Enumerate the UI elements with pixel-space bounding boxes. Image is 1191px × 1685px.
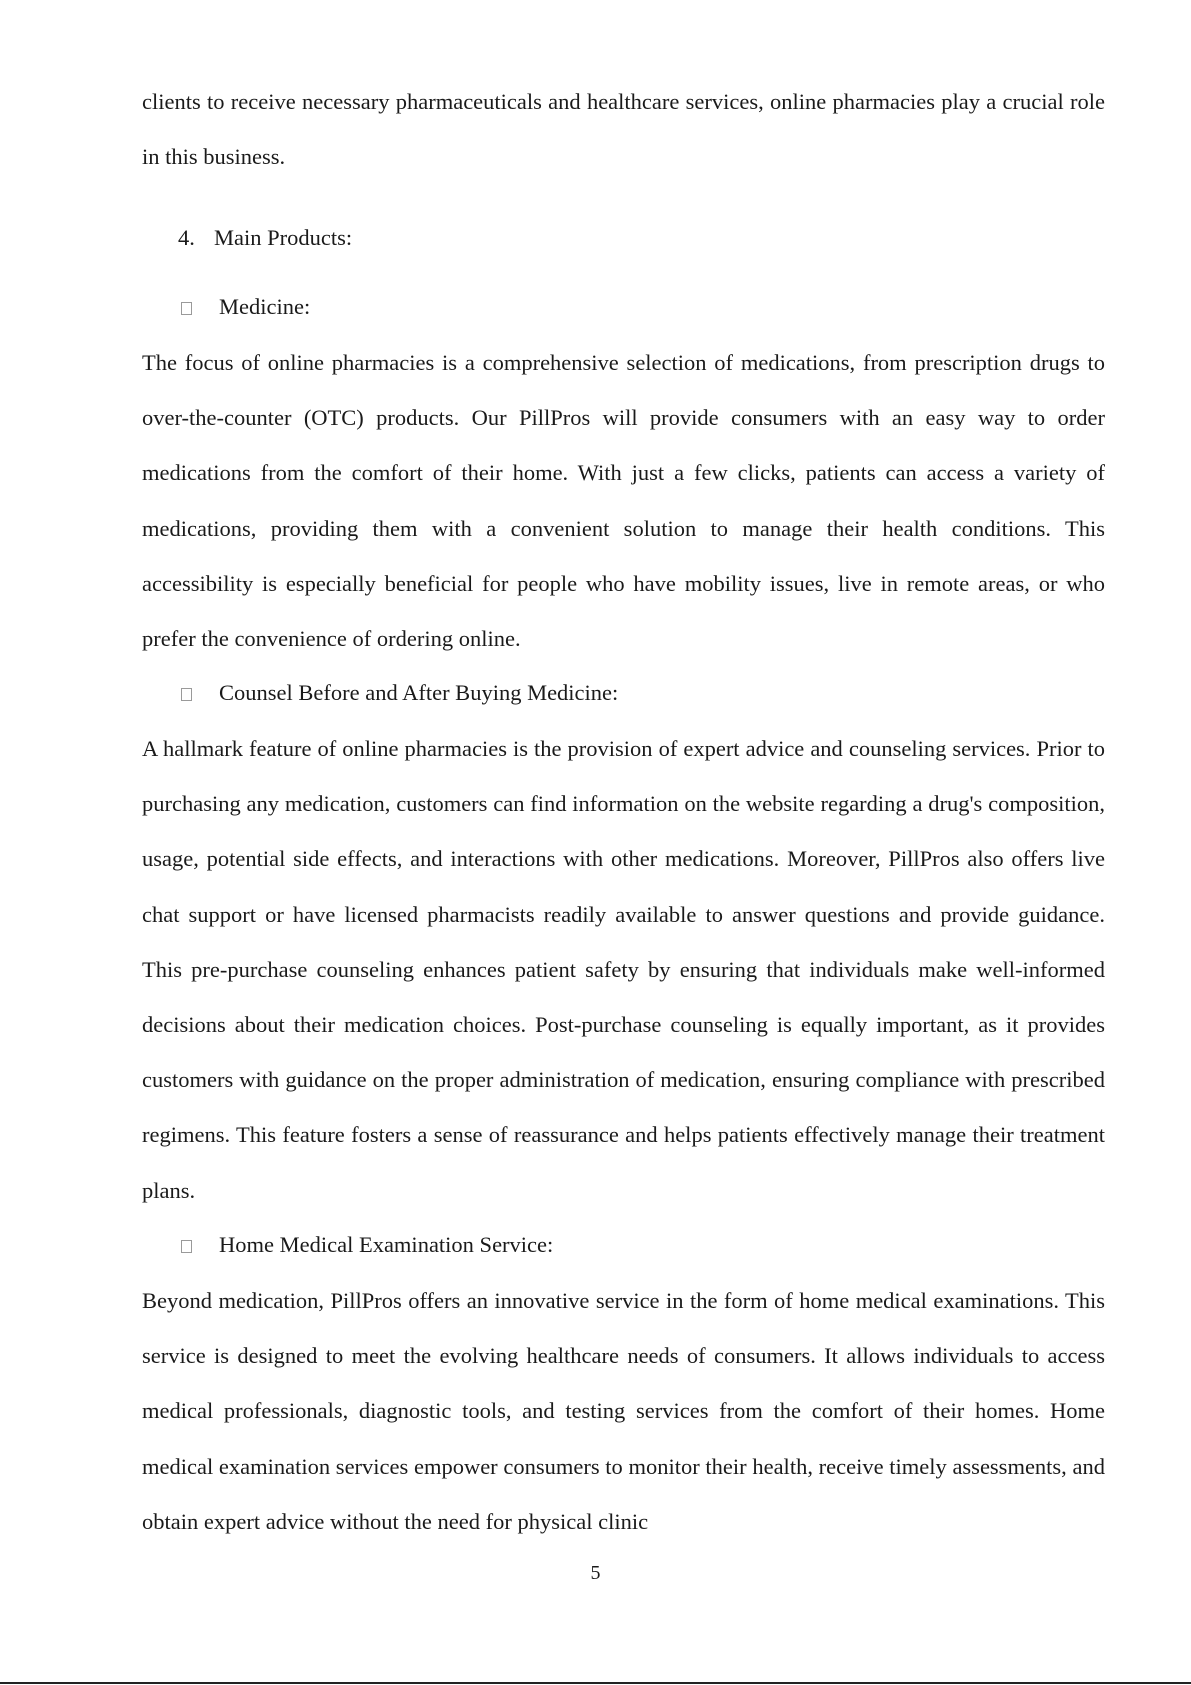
intro-paragraph: clients to receive necessary pharmaceuticals and healthcare services, online pharmacies play a crucial role in this business. [142, 89, 1105, 170]
section-number: 4. [178, 225, 195, 250]
checkbox-bullet-icon [181, 1240, 192, 1253]
page-number: 5 [590, 1562, 601, 1584]
checkbox-bullet-icon [181, 688, 192, 701]
section-heading [178, 218, 352, 258]
bullet-heading-label: Home Medical Examination Service: [219, 1232, 554, 1257]
bullet-heading-home-exam [181, 1225, 553, 1265]
bottom-divider [0, 1682, 1191, 1684]
bullet-heading-label: Medicine: [219, 294, 311, 319]
section-title: Main Products: [214, 225, 353, 250]
bullet-heading-medicine [181, 287, 310, 327]
bullet-heading-label: Counsel Before and After Buying Medicine: [219, 680, 619, 705]
counsel-paragraph: A hallmark feature of online pharmacies is the provision of expert advice and counseling services. Prior to purchasing any medication, customers can find information on the website regarding a drug's composition, usage, potential side effects, and interactions with other medications. Moreover, PillPros also offers live chat support or have licensed pharmacists readily available to answer questions and provide guidance. This pre-purchase counseling enhances patient safety by ensuring that individuals make well-informed decisions about their medication choices. Post-purchase counseling is equally important, as it provides customers with guidance on the proper administration of medication, ensuring compliance with prescribed regimens. This feature fosters a sense of reassurance and helps patients effectively manage their treatment plans. [142, 736, 1105, 1203]
home-exam-paragraph: Beyond medication, PillPros offers an innovative service in the form of home medical examinations. This service is designed to meet the evolving healthcare needs of consumers. It allows individuals to access medical professionals, diagnostic tools, and testing services from the comfort of their homes. Home medical examination services empower consumers to monitor their health, receive timely assessments, and obtain expert advice without the need for physical clinic [142, 1288, 1105, 1534]
medicine-paragraph: The focus of online pharmacies is a comprehensive selection of medications, from prescription drugs to over-the-counter (OTC) products. Our PillPros will provide consumers with an easy way to order medications from the comfort of their home. With just a few clicks, patients can access a variety of medications, providing them with a convenient solution to manage their health conditions. This accessibility is especially beneficial for people who have mobility issues, live in remote areas, or who prefer the convenience of ordering online. [142, 350, 1105, 652]
bullet-heading-counsel [181, 673, 618, 713]
checkbox-bullet-icon [181, 302, 192, 315]
